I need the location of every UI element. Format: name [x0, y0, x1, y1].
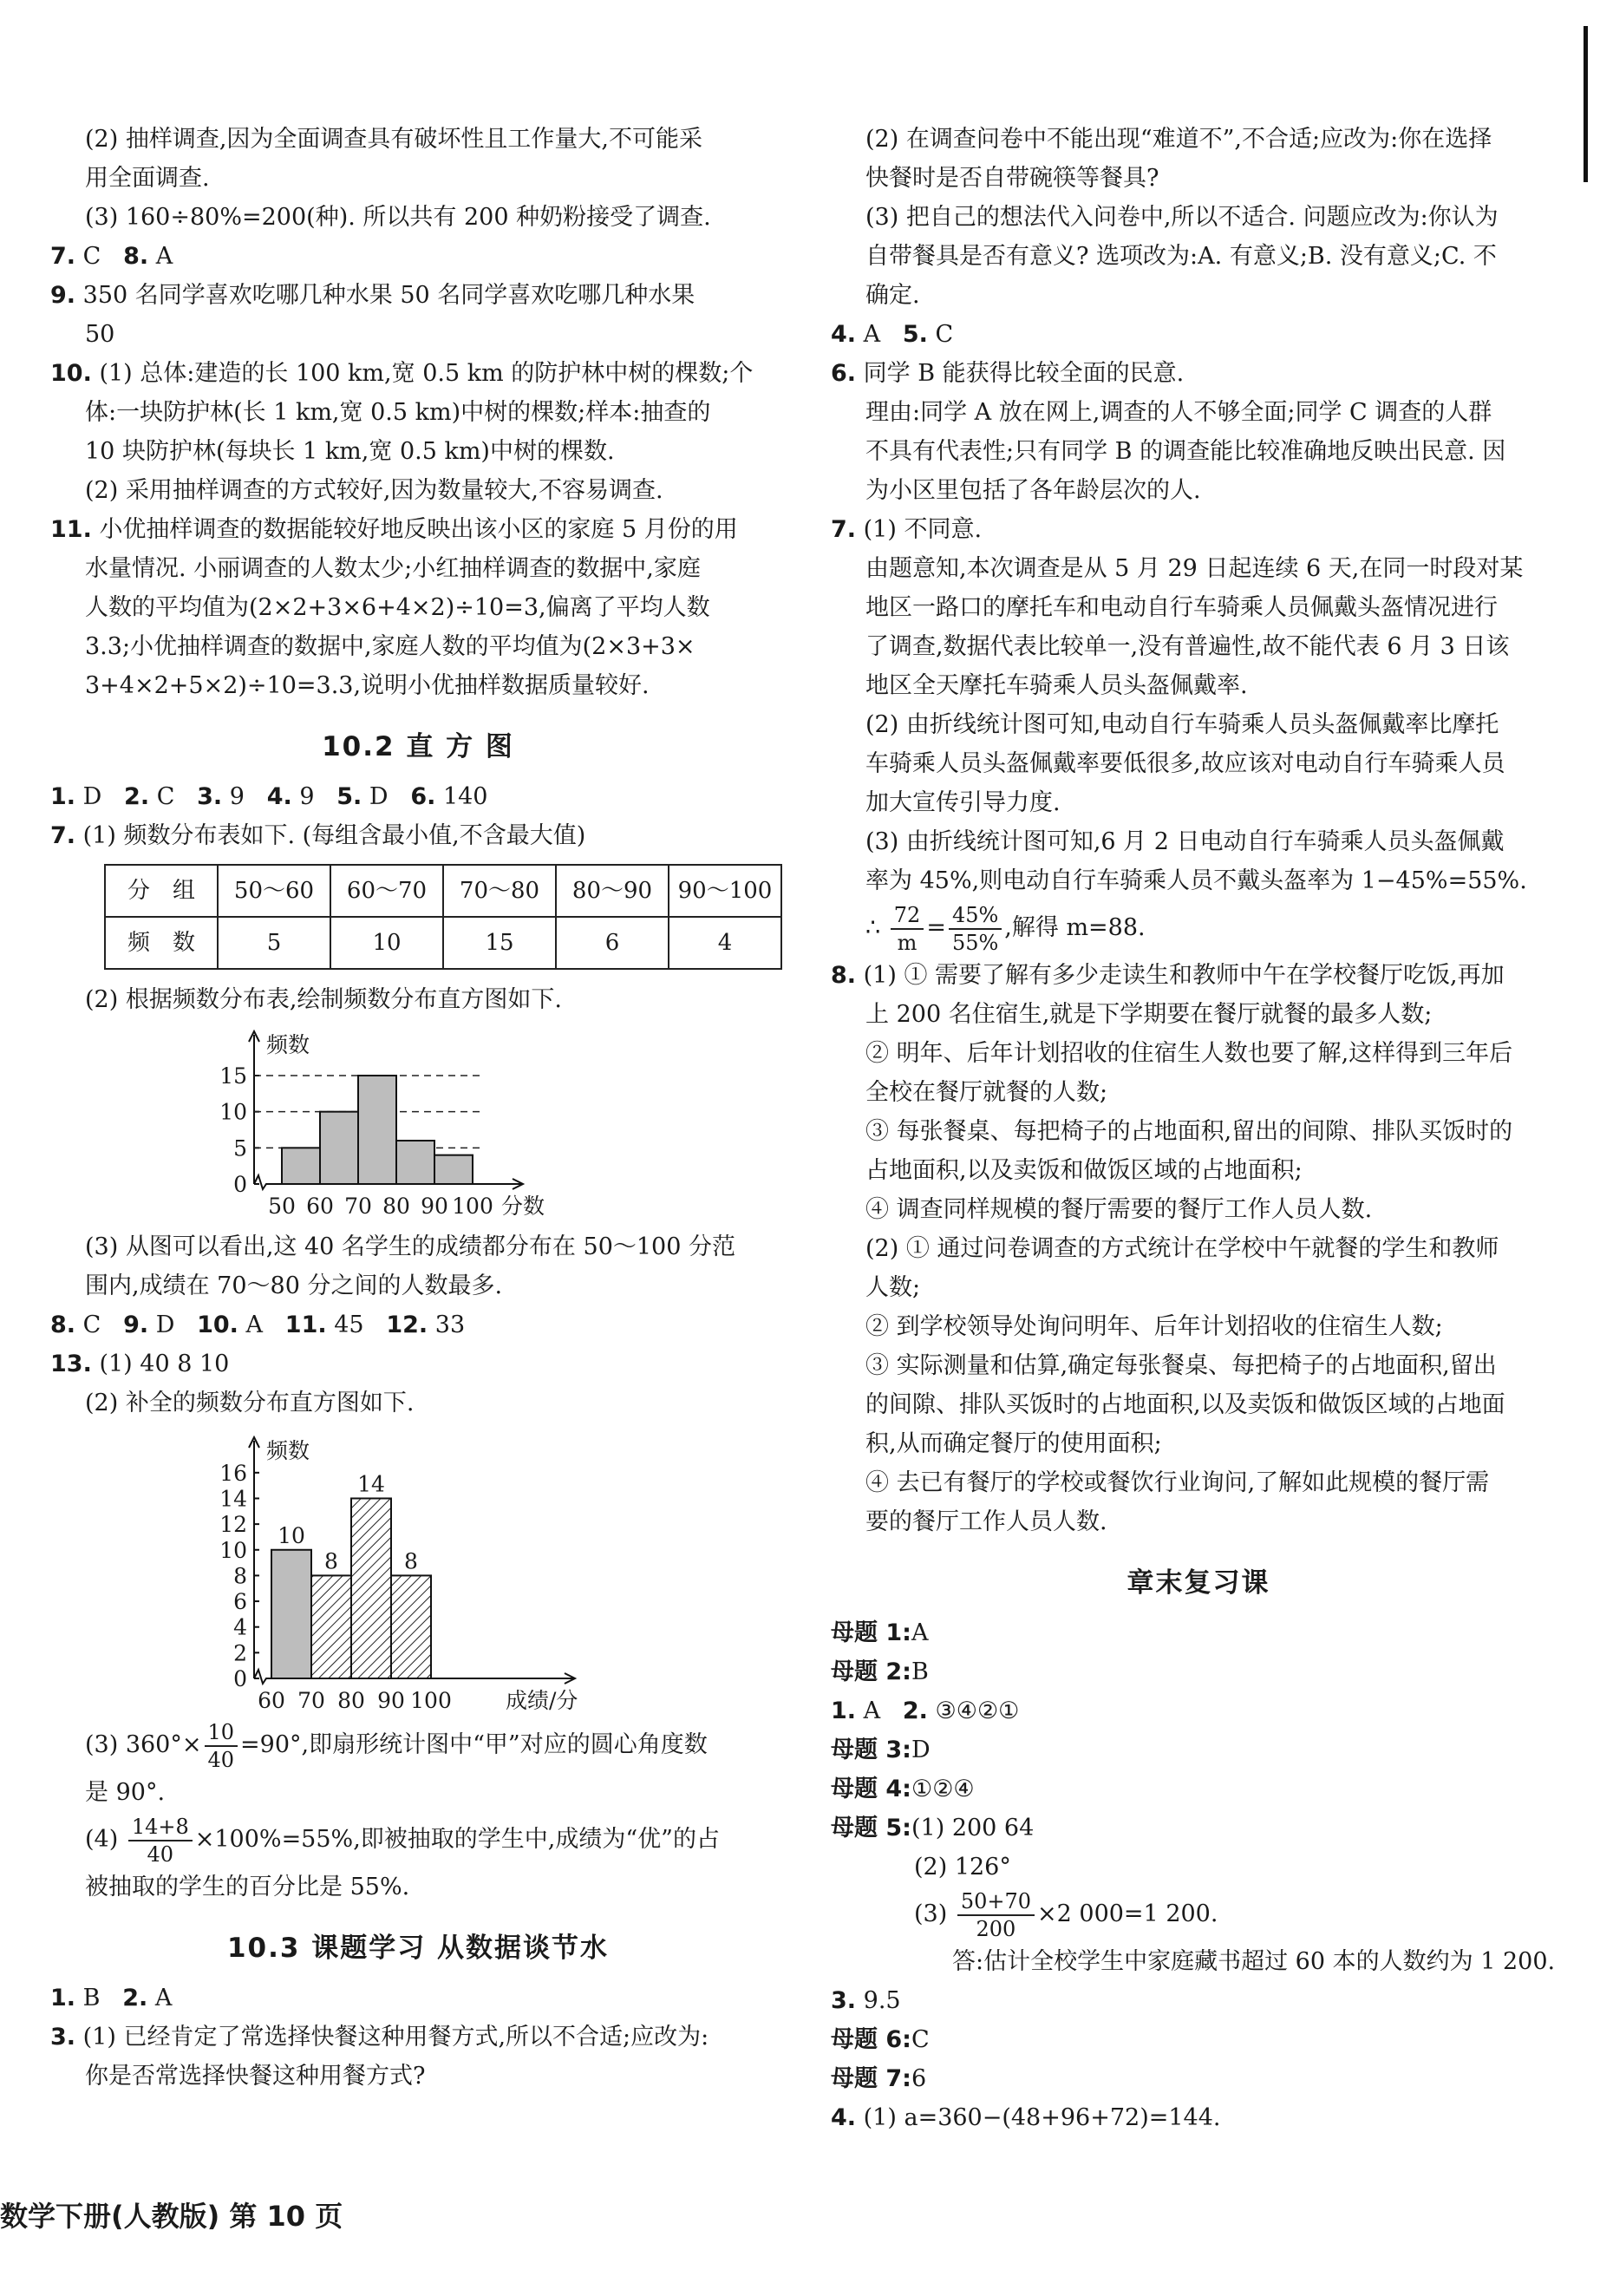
table-cell: 10 — [330, 917, 443, 969]
r-answer-7k: ∴ $\frac{72}{m}$ = $\frac{45\%}{55\%}$ ,解得 m=88. — [865, 902, 1146, 955]
bar — [282, 1148, 320, 1184]
y-tick-label: 0 — [233, 1666, 247, 1691]
x-tick-label: 100 — [410, 1688, 452, 1713]
left-p2: (3) 160÷80%=200(种). 所以共有 200 种奶粉接受了调查. — [85, 204, 711, 231]
answers-8-12: 8. C 9. D 10. A 11. 45 12. 33 — [50, 1312, 466, 1338]
r-p2b: 自带餐具是否有意义? 选项改为:A. 有意义;B. 没有意义;C. 不 — [865, 243, 1497, 270]
table-cell: 70～80 — [443, 865, 556, 917]
mother-q4: 母题 4:①②④ — [831, 1776, 975, 1802]
r-p1: (2) 在调查问卷中不能出现“难道不”,不合适;应改为:你在选择 — [865, 126, 1492, 153]
r-answer-8i: 人数; — [865, 1274, 921, 1301]
r-p2: (3) 把自己的想法代入问卷中,所以不适合. 问题应改为:你认为 — [865, 204, 1499, 231]
x-tick-label: 90 — [421, 1194, 448, 1219]
answer-13c2: 是 90°. — [85, 1779, 166, 1806]
answer-c3b: 你是否常选择快餐这种用餐方式? — [85, 2063, 426, 2090]
fraction: $\frac{72}{m}$ — [891, 902, 924, 956]
y-axis-title: 频数 — [266, 1438, 310, 1463]
answers-c1-c2: 1. B 2. A — [50, 1985, 173, 2011]
answer-7h: 7. (1) 频数分布表如下. (每组含最小值,不含最大值) — [50, 822, 586, 849]
x-axis-title: 分数 — [501, 1194, 545, 1219]
y-tick-label: 16 — [219, 1460, 247, 1486]
fraction: $\frac{14+8}{40}$ — [128, 1814, 193, 1868]
answer-13b: (2) 补全的频数分布直方图如下. — [85, 1390, 415, 1416]
r-answer-8l: 的间隙、排队买饭时的占地面积,以及卖饭和做饭区域的占地面 — [865, 1391, 1505, 1418]
answer-7h3: (3) 从图可以看出,这 40 名学生的成绩都分布在 50～100 分范 — [85, 1233, 735, 1260]
page-edge-bar — [1584, 26, 1588, 182]
bar-data-label: 14 — [357, 1471, 385, 1497]
r-answer-8n: ④ 去已有餐厅的学校或餐饮行业询问,了解如此规模的餐厅需 — [865, 1469, 1490, 1496]
y-tick-label: 2 — [233, 1640, 247, 1666]
r-answer-8b: 上 200 名住宿生,就是下学期要在餐厅就餐的最多人数; — [865, 1001, 1433, 1028]
answers-7-8: 7. C 8. A — [50, 243, 173, 270]
r-answer-8e: ③ 每张餐桌、每把椅子的占地面积,留出的间隙、排队买饭时的 — [865, 1118, 1513, 1145]
answer-13c: (3) 360°× $\frac{10}{40}$ =90°,即扇形统计图中“甲”对应的圆心角度数 — [85, 1719, 708, 1772]
r-answer-6: 6. 同学 B 能获得比较全面的民意. — [831, 360, 1185, 387]
r-answer-7b: 由题意知,本次调查是从 5 月 29 日起连续 6 天,在同一时段对某 — [865, 555, 1524, 582]
x-tick-label: 60 — [258, 1688, 285, 1713]
x-tick-label: 80 — [337, 1688, 365, 1713]
histogram-1 — [211, 1019, 662, 1227]
r-answer-8g: ④ 调查同样规模的餐厅需要的餐厅工作人员人数. — [865, 1196, 1373, 1223]
answer-13d2: 被抽取的学生的百分比是 55%. — [85, 1874, 410, 1900]
table-cell: 频 数 — [105, 917, 218, 969]
answer-10: 10. (1) 总体:建造的长 100 km,宽 0.5 km 的防护林中树的棵数;个 — [50, 360, 754, 387]
frequency-table — [104, 864, 782, 970]
r-answer-7f: (2) 由折线统计图可知,电动自行车骑乘人员头盔佩戴率比摩托 — [865, 711, 1499, 738]
answer-7h2: (2) 根据频数分布表,绘制频数分布直方图如下. — [85, 986, 562, 1013]
bar — [391, 1575, 431, 1678]
r-answer-7i: (3) 由折线统计图可知,6 月 2 日电动自行车骑乘人员头盔佩戴 — [865, 828, 1505, 855]
mother-q5b: (2) 126° — [914, 1854, 1011, 1881]
section-title-10-3: 10.3 课题学习 从数据谈节水 — [226, 1933, 610, 1964]
r-answer-7: 7. (1) 不同意. — [831, 516, 983, 543]
bar — [271, 1550, 311, 1678]
y-tick-label: 10 — [219, 1099, 247, 1125]
y-axis-title: 频数 — [266, 1032, 310, 1057]
r-p1b: 快餐时是否自带碗筷等餐具? — [865, 165, 1159, 192]
r-answer-6b: 理由:同学 A 放在网上,调查的人不够全面;同学 C 调查的人群 — [865, 399, 1492, 426]
table-cell: 60～70 — [330, 865, 443, 917]
x-axis-title: 成绩/分 — [506, 1688, 578, 1713]
r-answer-6d: 为小区里包括了各年龄层次的人. — [865, 477, 1201, 504]
r-answer-8o: 要的餐厅工作人员人数. — [865, 1508, 1107, 1535]
r-p2c: 确定. — [865, 282, 920, 309]
table-cell: 6 — [556, 917, 669, 969]
bar — [358, 1076, 396, 1184]
r-answer-8c: ② 明年、后年计划招收的住宿生人数也要了解,这样得到三年后 — [865, 1040, 1513, 1067]
left-p1b: 用全面调查. — [85, 165, 210, 192]
answer-11c: 人数的平均值为(2×2+3×6+4×2)÷10=3,偏离了平均人数 — [85, 594, 710, 621]
mother-q5d: 答:估计全校学生中家庭藏书超过 60 本的人数约为 1 200. — [952, 1948, 1556, 1975]
y-tick-label: 8 — [233, 1563, 247, 1589]
table-row — [105, 917, 781, 969]
table-cell: 分 组 — [105, 865, 218, 917]
y-tick-label: 5 — [233, 1135, 247, 1161]
left-p1: (2) 抽样调查,因为全面调查具有破坏性且工作量大,不可能采 — [85, 126, 702, 153]
fraction: $\frac{50+70}{200}$ — [957, 1888, 1035, 1942]
x-tick-label: 60 — [306, 1194, 334, 1219]
answer-7h3b: 围内,成绩在 70～80 分之间的人数最多. — [85, 1272, 503, 1299]
answer-13: 13. (1) 40 8 10 — [50, 1351, 230, 1377]
r-answer-8k: ③ 实际测量和估算,确定每张餐桌、每把椅子的占地面积,留出 — [865, 1352, 1497, 1379]
y-tick-label: 10 — [219, 1537, 247, 1563]
mother-q6: 母题 6:C — [831, 2026, 930, 2053]
answer-9: 9. 350 名同学喜欢吃哪几种水果 50 名同学喜欢吃哪几种水果 — [50, 282, 695, 309]
mother-q7: 母题 7:6 — [831, 2065, 927, 2092]
r-answer-7e: 地区全天摩托车骑乘人员头盔佩戴率. — [865, 672, 1248, 699]
r-answer-8h: (2) ① 通过问卷调查的方式统计在学校中午就餐的学生和教师 — [865, 1235, 1499, 1262]
bar — [311, 1575, 351, 1678]
review-answer-4: 4. (1) a=360−(48+96+72)=144. — [831, 2104, 1221, 2131]
mother-q1: 母题 1:A — [831, 1619, 929, 1646]
bar — [351, 1498, 391, 1678]
r-answer-6c: 不具有代表性;只有同学 B 的调查能比较准确地反映出民意. 因 — [865, 438, 1506, 465]
answers-1-6: 1. D 2. C 3. 9 4. 9 5. D 6. 140 — [50, 783, 488, 810]
table-cell: 5 — [218, 917, 330, 969]
x-tick-label: 80 — [382, 1194, 410, 1219]
r-answer-8f: 占地面积,以及卖饭和做饭区域的占地面积; — [865, 1157, 1303, 1184]
left-column — [50, 120, 786, 2096]
r-answer-7j: 率为 45%,则电动自行车骑乘人员不戴头盔率为 1−45%=55%. — [865, 867, 1527, 894]
review-answers-1-2: 1. A 2. ③④②① — [831, 1697, 1020, 1724]
y-tick-label: 14 — [219, 1486, 247, 1512]
answer-10b: 体:一块防护林(长 1 km,宽 0.5 km)中树的棵数;样本:抽查的 — [85, 399, 711, 426]
table-cell: 90～100 — [669, 865, 781, 917]
table-cell: 15 — [443, 917, 556, 969]
table-cell: 4 — [669, 917, 781, 969]
x-tick-label: 50 — [268, 1194, 296, 1219]
bar — [320, 1112, 358, 1184]
answer-10d: (2) 采用抽样调查的方式较好,因为数量较大,不容易调查. — [85, 477, 663, 504]
answer-11: 11. 小优抽样调查的数据能较好地反映出该小区的家庭 5 月份的用 — [50, 516, 738, 543]
answer-11b: 水量情况. 小丽调查的人数太少;小红抽样调查的数据中,家庭 — [85, 555, 701, 582]
right-column — [831, 120, 1566, 2137]
mother-q3: 母题 3:D — [831, 1737, 931, 1763]
page-footer: 数学下册(人教版) 第 10 页 — [0, 2200, 343, 2233]
r-answer-8: 8. (1) ① 需要了解有多少走读生和教师中午在学校餐厅吃饭,再加 — [831, 962, 1505, 989]
bar-data-label: 10 — [278, 1522, 305, 1548]
r-answer-8j: ② 到学校领导处询问明年、后年计划招收的住宿生人数; — [865, 1313, 1443, 1340]
y-tick-label: 4 — [233, 1614, 247, 1640]
mother-q5: 母题 5:(1) 200 64 — [831, 1815, 1035, 1841]
fraction: $\frac{10}{40}$ — [205, 1719, 238, 1773]
y-tick-label: 0 — [233, 1172, 247, 1197]
fraction: $\frac{45\%}{55\%}$ — [949, 902, 1002, 956]
section-title-10-2: 10.2 直 方 图 — [322, 731, 514, 762]
r-answer-7h: 加大宣传引导力度. — [865, 789, 1061, 816]
bar — [434, 1155, 473, 1184]
y-tick-label: 6 — [233, 1589, 247, 1615]
table-cell: 80～90 — [556, 865, 669, 917]
bar-data-label: 8 — [324, 1548, 338, 1574]
r-answer-7c: 地区一路口的摩托车和电动自行车骑乘人员佩戴头盔情况进行 — [865, 594, 1498, 621]
x-tick-label: 70 — [297, 1688, 325, 1713]
y-tick-label: 12 — [219, 1512, 247, 1538]
answer-9b: 50 — [85, 321, 115, 348]
bar-data-label: 8 — [404, 1548, 418, 1574]
review-answer-3: 3. 9.5 — [831, 1987, 901, 2014]
answer-10c: 10 块防护林(每块长 1 km,宽 0.5 km)中树的棵数. — [85, 438, 615, 465]
table-row — [105, 865, 781, 917]
section-title-review: 章末复习课 — [1126, 1567, 1270, 1599]
mother-q5c: (3) $\frac{50+70}{200}$ ×2 000=1 200. — [914, 1888, 1218, 1941]
r-answer-8m: 积,从而确定餐厅的使用面积; — [865, 1430, 1162, 1457]
bar — [396, 1141, 434, 1184]
x-tick-label: 70 — [344, 1194, 372, 1219]
r-answer-8d: 全校在餐厅就餐的人数; — [865, 1079, 1108, 1106]
y-tick-label: 15 — [219, 1063, 247, 1089]
histogram-2 — [211, 1423, 662, 1717]
r-answer-7g: 车骑乘人员头盔佩戴率要低很多,故应该对电动自行车骑乘人员 — [865, 750, 1505, 777]
answer-11e: 3+4×2+5×2)÷10=3.3,说明小优抽样数据质量较好. — [85, 672, 650, 699]
r-answers-4-5: 4. A 5. C — [831, 321, 954, 348]
r-answer-7d: 了调查,数据代表比较单一,没有普遍性,故不能代表 6 月 3 日该 — [865, 633, 1510, 660]
answer-c3: 3. (1) 已经肯定了常选择快餐这种用餐方式,所以不合适;应改为: — [50, 2024, 709, 2051]
table-cell: 50～60 — [218, 865, 330, 917]
x-tick-label: 100 — [452, 1194, 493, 1219]
answer-13d: (4) $\frac{14+8}{40}$ ×100%=55%,即被抽取的学生中,成绩为“优”的占 — [85, 1814, 720, 1867]
x-tick-label: 90 — [377, 1688, 405, 1713]
answer-11d: 3.3;小优抽样调查的数据中,家庭人数的平均值为(2×3+3× — [85, 633, 695, 660]
mother-q2: 母题 2:B — [831, 1658, 929, 1685]
